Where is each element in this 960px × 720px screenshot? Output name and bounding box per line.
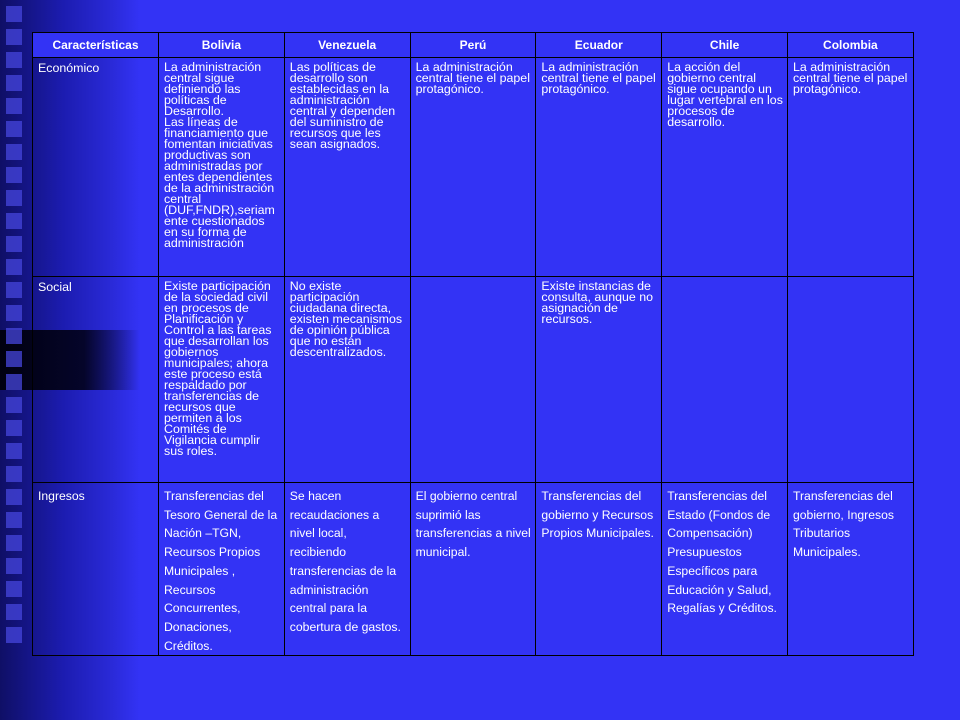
- header-bolivia: Bolivia: [159, 33, 285, 58]
- row-label-ingresos: Ingresos: [33, 483, 159, 656]
- table-row: [33, 483, 914, 656]
- cell-ingresos-peru: [410, 483, 536, 656]
- cell-text: Transferencias del gobierno y Recursos Propios Municipales.: [541, 489, 654, 541]
- cell-ingresos-bolivia: [159, 483, 285, 656]
- cell-ingresos-venezuela: [284, 483, 410, 656]
- cell-economico-colombia: [787, 58, 913, 277]
- header-peru: Perú: [410, 33, 536, 58]
- table-row: [33, 58, 914, 277]
- header-caracteristicas: Características: [33, 33, 159, 58]
- header-chile: Chile: [662, 33, 788, 58]
- cell-text: La administración central sigue definiendo las políticas de Desarrollo. Las líneas de financiamiento que fomentan iniciativas productivas son administradas por entes dependientes de la administración central (DUF,FNDR),seriam ente cuestionados en su forma de administración: [164, 60, 275, 250]
- header-colombia: Colombia: [787, 33, 913, 58]
- cell-social-peru: [410, 277, 536, 483]
- table-row: [33, 277, 914, 483]
- cell-ingresos-colombia: [787, 483, 913, 656]
- cell-text: No existe participación ciudadana directa, existen mecanismos de opinión pública que no están descentralizados.: [289, 279, 403, 359]
- cell-ingresos-chile: [662, 483, 788, 656]
- cell-text: La administración central tiene el papel protagónico.: [415, 60, 530, 96]
- cell-ingresos-ecuador: [536, 483, 662, 656]
- cell-economico-peru: [410, 58, 536, 277]
- cell-text: Se hacen recaudaciones a nivel local, recibiendo transferencias de la administración central para la cobertura de gastos.: [289, 489, 401, 634]
- comparison-table: [32, 32, 914, 656]
- cell-economico-venezuela: [284, 58, 410, 277]
- cell-social-venezuela: [284, 277, 410, 483]
- cell-text: Existe participación de la sociedad civil en procesos de Planificación y Control a las tareas que desarrollan los gobiernos municipales; ahora este proceso está respaldado por transferencias de recursos que permiten a los Comités de Vigilancia cumplir sus roles.: [164, 279, 272, 458]
- cell-text: Transferencias del gobierno, Ingresos Tributarios Municipales.: [792, 489, 894, 560]
- cell-social-chile: [662, 277, 788, 483]
- cell-text: Transferencias del Estado (Fondos de Compensación) Presupuestos Específicos para Educación y Salud, Regalías y Créditos.: [667, 489, 777, 616]
- row-label-social: Social: [33, 277, 159, 483]
- cell-text: Transferencias del Tesoro General de la Nación –TGN, Recursos Propios Municipales , Recursos Concurrentes, Donaciones, Créditos.: [164, 489, 278, 653]
- cell-economico-chile: [662, 58, 788, 277]
- cell-text: Las políticas de desarrollo son establecidas en la administración central y dependen del suministro de recursos que les sean asignados.: [289, 60, 396, 151]
- cell-economico-bolivia: [159, 58, 285, 277]
- cell-text: La administración central tiene el papel protagónico.: [541, 60, 656, 96]
- header-venezuela: Venezuela: [284, 33, 410, 58]
- cell-text: El gobierno central suprimió las transferencias a nivel municipal.: [415, 489, 531, 560]
- cell-text: La acción del gobierno central sigue ocupando un lugar vertebral en los procesos de desarrollo.: [667, 60, 783, 129]
- cell-text: Existe instancias de consulta, aunque no asignación de recursos.: [541, 279, 653, 326]
- cell-economico-ecuador: [536, 58, 662, 277]
- cell-social-ecuador: [536, 277, 662, 483]
- cell-social-colombia: [787, 277, 913, 483]
- table-header-row: [33, 33, 914, 58]
- header-ecuador: Ecuador: [536, 33, 662, 58]
- cell-text: La administración central tiene el papel protagónico.: [792, 60, 908, 96]
- cell-social-bolivia: [159, 277, 285, 483]
- row-label-economico: Económico: [33, 58, 159, 277]
- slide-decorative-squares: [6, 6, 26, 706]
